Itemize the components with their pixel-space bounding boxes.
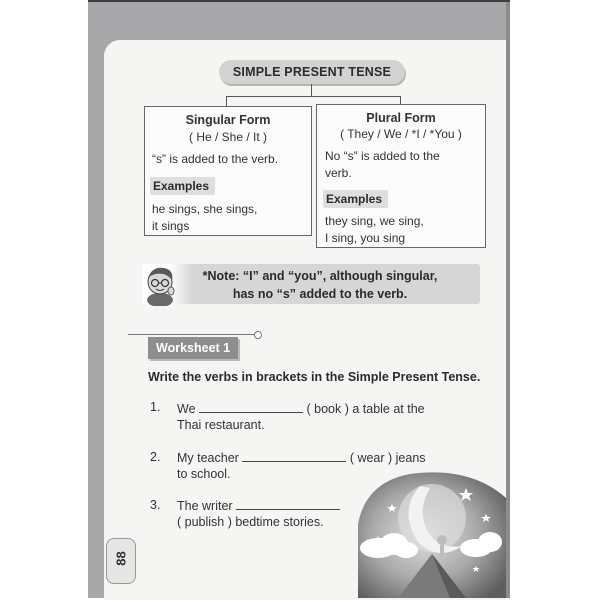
plural-rule-line2: verb. xyxy=(325,166,352,180)
plural-examples-line2: I sing, you sing xyxy=(325,231,406,245)
moon-night-illustration xyxy=(358,470,506,598)
question-number: 2. xyxy=(150,450,161,464)
worksheet-instruction: Write the verbs in brackets in the Simple Present Tense. xyxy=(148,370,481,384)
worksheet-divider xyxy=(128,334,256,335)
plural-examples-label: Examples xyxy=(323,190,388,208)
question-2-verb: ( wear ) jeans xyxy=(349,451,426,465)
singular-form-box xyxy=(144,106,312,236)
note-line-1: *Note: “I” and “you”, although singular, xyxy=(202,269,438,283)
question-number: 1. xyxy=(150,400,161,414)
book-right-edge xyxy=(506,2,510,598)
question-1-answer-blank[interactable] xyxy=(199,412,303,413)
question-3-subject: The writer xyxy=(177,499,233,513)
worksheet-divider-dot xyxy=(254,331,262,339)
note-text xyxy=(180,267,460,303)
diagram-connector xyxy=(226,96,401,97)
question-number: 3. xyxy=(150,498,161,512)
plural-heading: Plural Form xyxy=(366,111,436,125)
singular-examples-label: Examples xyxy=(150,177,215,195)
question-1-subject: We xyxy=(177,402,196,416)
question-2-subject: My teacher xyxy=(177,451,239,465)
question-1-verb: ( book ) a table at the xyxy=(306,402,425,416)
singular-examples-line2: it sings xyxy=(152,219,190,233)
question-2-continuation: to school. xyxy=(177,467,231,481)
singular-examples-line1: he sings, she sings, xyxy=(152,202,258,216)
note-line-2: has no “s” added to the verb. xyxy=(232,287,408,301)
diagram-connector xyxy=(400,96,401,104)
page-title-text: SIMPLE PRESENT TENSE xyxy=(232,65,392,79)
plural-form-box xyxy=(316,104,486,248)
page-title xyxy=(219,60,405,84)
plural-pronouns: ( They / We / *I / *You ) xyxy=(340,127,462,141)
singular-heading: Singular Form xyxy=(185,113,271,127)
question-3-continuation: ( publish ) bedtime stories. xyxy=(177,515,324,529)
question-1-continuation: Thai restaurant. xyxy=(177,418,265,432)
boy-with-glasses-icon xyxy=(142,262,178,306)
plural-examples-line1: they sing, we sing, xyxy=(325,214,424,228)
question-2-answer-blank[interactable] xyxy=(242,461,346,462)
question-3-answer-blank[interactable] xyxy=(236,509,340,510)
plural-rule-line1: No “s” is added to the xyxy=(325,149,440,163)
diagram-connector xyxy=(311,84,312,96)
singular-pronouns: ( He / She / It ) xyxy=(188,130,268,144)
worksheet-label: Worksheet 1 xyxy=(148,337,238,359)
page-number: 88 xyxy=(113,551,129,566)
singular-rule: “s” is added to the verb. xyxy=(152,152,279,166)
diagram-connector xyxy=(226,96,227,106)
